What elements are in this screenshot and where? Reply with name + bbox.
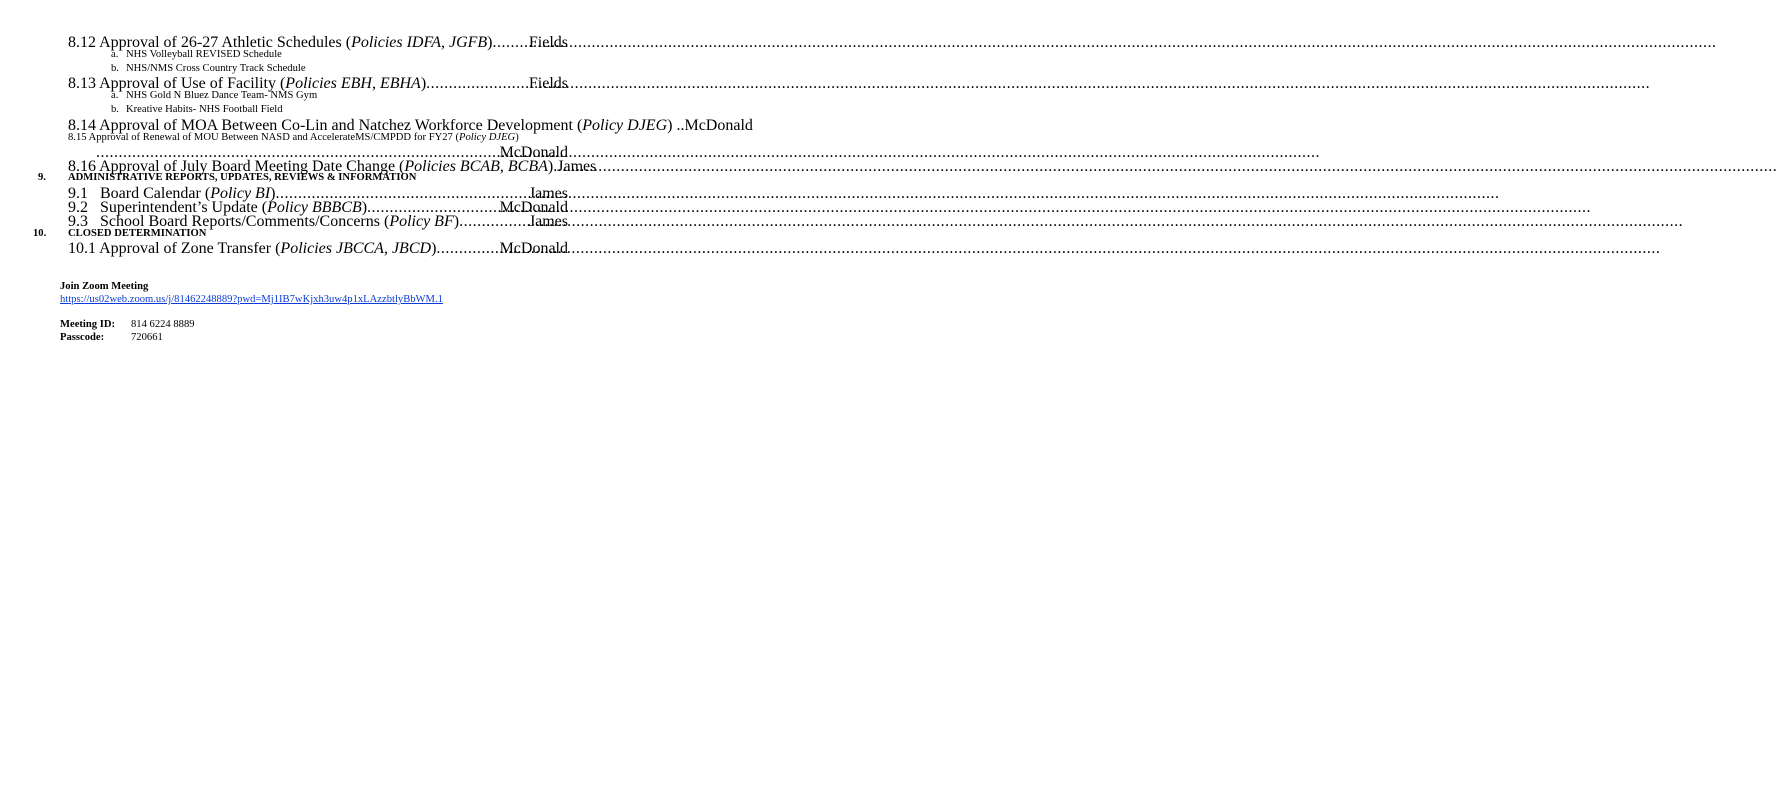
item-title: 9.2 Superintendent’s Update ( <box>68 199 268 216</box>
leader-dots <box>436 240 499 258</box>
policy-ref: Policies IDFA, JGFB <box>351 34 488 51</box>
agenda-page <box>0 0 753 800</box>
section-title: CLOSED DETERMINATION <box>68 228 207 239</box>
policy-ref: Policy BF <box>389 213 454 230</box>
item-title: 9.3 School Board Reports/Comments/Concerns ( <box>68 213 390 230</box>
sub-item-text: NHS Gold N Bluez Dance Team- NMS Gym <box>126 90 318 101</box>
item-close: ) <box>453 213 460 230</box>
agenda-item-8-15-leader <box>96 144 568 161</box>
zoom-heading: Join Zoom Meeting <box>60 281 149 292</box>
passcode-value: 720661 <box>131 332 163 343</box>
sub-item-letter: a. <box>111 90 119 101</box>
sub-item-8-13-b <box>0 103 618 117</box>
item-title: 8.15 Approval of Renewal of MOU Between NASD and AccelerateMS/CMPDD for FY27 ( <box>68 132 460 143</box>
item-title: 8.14 Approval of MOA Between Co-Lin and Natchez Workforce Development ( <box>68 117 583 134</box>
presenter: McDonald <box>684 117 753 134</box>
sub-item-text: Kreative Habits- NHS Football Field <box>126 104 283 115</box>
presenter: McDonald <box>499 240 568 257</box>
item-close: ) .. <box>667 117 685 134</box>
sub-item-8-12-b <box>0 62 618 76</box>
agenda-item-8-16 <box>68 158 597 175</box>
presenter: McDonald <box>499 144 568 161</box>
passcode-label: Passcode: <box>60 332 105 343</box>
policy-ref: Policy DJEG <box>582 117 668 134</box>
presenter: Fields <box>528 34 568 51</box>
policy-ref: Policy DJEG <box>459 132 516 143</box>
section-9-heading <box>0 171 618 185</box>
item-close: ) <box>270 185 276 202</box>
sub-item-letter: a. <box>111 49 119 60</box>
item-close: ) <box>431 240 437 257</box>
sub-item-8-12-a <box>0 48 618 62</box>
agenda-item-10-1 <box>68 240 568 257</box>
item-title: 10.1 Approval of Zone Transfer ( <box>68 240 281 257</box>
agenda-item-9-1 <box>68 185 568 202</box>
item-title: 9.1 Board Calendar ( <box>68 185 211 202</box>
item-close: ) <box>487 34 493 51</box>
section-number: 10. <box>33 228 47 239</box>
item-title: 8.12 Approval of 26-27 Athletic Schedules ( <box>68 34 352 51</box>
presenter: James <box>557 158 597 175</box>
policy-ref: Policies EBH, EBHA <box>285 75 421 92</box>
policy-ref: Policies JBCCA, JBCD <box>280 240 432 257</box>
item-close: ) <box>361 199 368 216</box>
item-close: ) <box>547 158 554 175</box>
sub-item-text: NHS Volleyball REVISED Schedule <box>126 49 282 60</box>
meeting-id-value: 814 6224 8889 <box>131 319 195 330</box>
agenda-item-9-3 <box>68 213 568 230</box>
section-title: ADMINISTRATIVE REPORTS, UPDATES, REVIEWS & INFORMATION <box>68 172 417 183</box>
section-10-heading <box>0 227 618 241</box>
agenda-item-8-14 <box>68 117 753 134</box>
item-close: ) <box>515 132 519 143</box>
zoom-meeting-link[interactable]: https://us02web.zoom.us/j/81462248889?pwd=Mj1IB7wKjxh3uw4p1xLAzzbtlyBbWM.1 <box>60 294 443 305</box>
policy-ref: Policy BI <box>210 185 271 202</box>
sub-item-letter: b. <box>111 104 119 115</box>
presenter: Fields <box>528 75 568 92</box>
policy-ref: Policy BBBCB <box>267 199 362 216</box>
meeting-id-label: Meeting ID: <box>60 319 116 330</box>
agenda-item-8-13 <box>68 75 568 92</box>
presenter: James <box>528 185 568 202</box>
agenda-item-9-2 <box>68 199 568 216</box>
section-number: 9. <box>38 172 46 183</box>
presenter: James <box>528 213 568 230</box>
presenter: McDonald <box>499 199 568 216</box>
item-title: 8.16 Approval of July Board Meeting Date Change ( <box>68 158 405 175</box>
sub-item-text: NHS/NMS Cross Country Track Schedule <box>126 63 306 74</box>
sub-item-8-13-a <box>0 89 618 103</box>
policy-ref: Policies BCAB, BCBA <box>404 158 548 175</box>
sub-item-letter: b. <box>111 63 119 74</box>
agenda-item-8-12 <box>68 34 568 51</box>
agenda-item-8-15-title <box>68 131 568 145</box>
item-title: 8.13 Approval of Use of Facility ( <box>68 75 286 92</box>
item-close: ) <box>420 75 427 92</box>
